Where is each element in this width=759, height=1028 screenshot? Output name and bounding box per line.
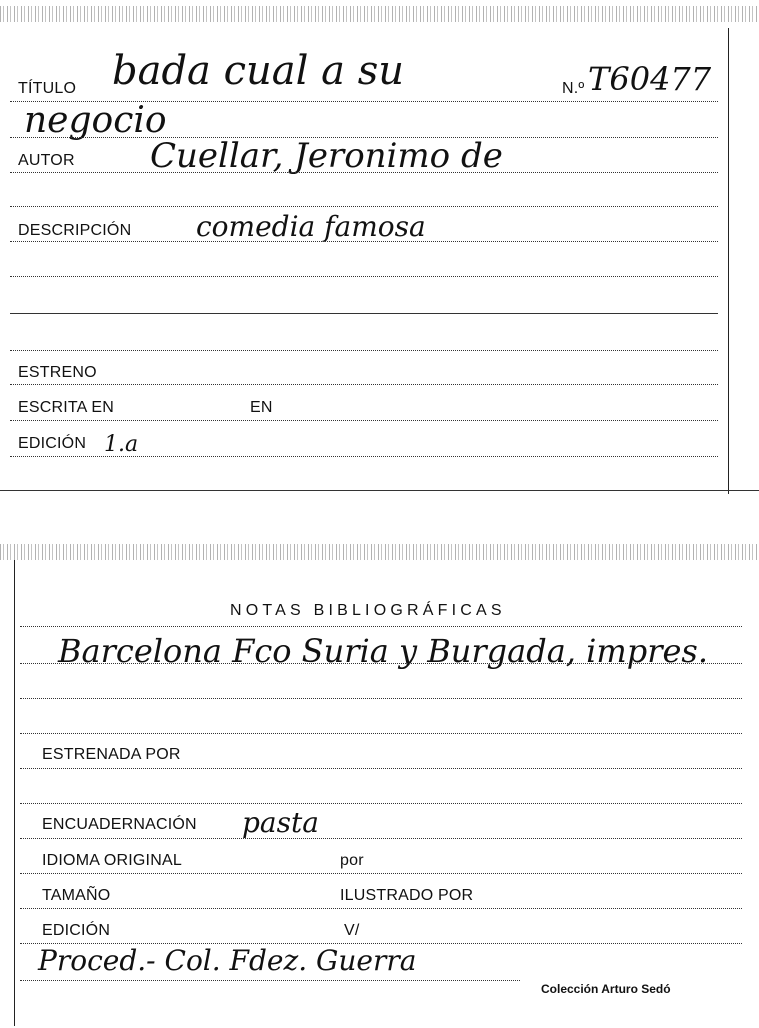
descripcion-line [10,241,718,242]
card-bottom-edge [0,490,759,491]
tamano-line [20,908,742,909]
descripcion-line-2 [10,276,718,277]
edicion-line [10,456,718,457]
estrenada-line [20,768,742,769]
descripcion-line-4 [10,350,718,351]
card-right-edge [728,28,729,494]
encuadernacion-value: pasta [242,806,319,839]
autor-value: Cuellar, Jeronimo de [150,136,503,176]
notas-value: Barcelona Fco Suria y Burgada, impres. [58,632,709,670]
notas-heading-line [20,626,742,627]
notas-line-1 [20,663,742,664]
proced-line [20,980,520,981]
titulo-value-line1: bada cual a su [112,48,404,94]
descripcion-line-3 [10,313,718,314]
numero-value: T60477 [588,60,712,98]
scan-noise-bottom [0,544,759,560]
descripcion-label: DESCRIPCIÓN [18,222,132,239]
encuadernacion-line [20,838,742,839]
notas-heading: NOTAS BIBLIOGRÁFICAS [230,602,506,619]
por-label: por [340,852,364,869]
idioma-original-label: IDIOMA ORIGINAL [42,852,182,869]
scan-noise-top [0,6,759,22]
proced-value: Proced.- Col. Fdez. Guerra [38,944,417,977]
en-label: EN [250,399,273,416]
v-label: V/ [344,922,360,939]
estreno-line [10,384,718,385]
ilustrado-por-label: ILUSTRADO POR [340,887,474,904]
titulo-label: TÍTULO [18,80,77,97]
edicion-label: EDICIÓN [18,435,87,452]
blank-line-back [20,803,742,804]
estrenada-por-label: ESTRENADA POR [42,746,181,763]
autor-label: AUTOR [18,152,75,169]
tamano-label: TAMAÑO [42,887,111,904]
notas-line-2 [20,698,742,699]
descripcion-value: comedia famosa [196,210,426,243]
blank-line [10,206,718,207]
encuadernacion-label: ENCUADERNACIÓN [42,816,197,833]
idioma-line [20,873,742,874]
edicion-back-label: EDICIÓN [42,922,111,939]
coleccion-label: Colección Arturo Sedó [541,982,671,996]
estreno-label: ESTRENO [18,364,97,381]
numero-label: N.º [562,80,585,97]
notas-line-3 [20,733,742,734]
escrita-en-label: ESCRITA EN [18,399,114,416]
edicion-value: 1.a [104,432,139,457]
catalog-card-front [0,0,759,496]
autor-line [10,172,718,173]
escrita-line [10,420,718,421]
card-left-edge [14,560,15,1026]
catalog-card-back [0,540,759,1028]
titulo-value-line2: negocio [24,100,167,141]
